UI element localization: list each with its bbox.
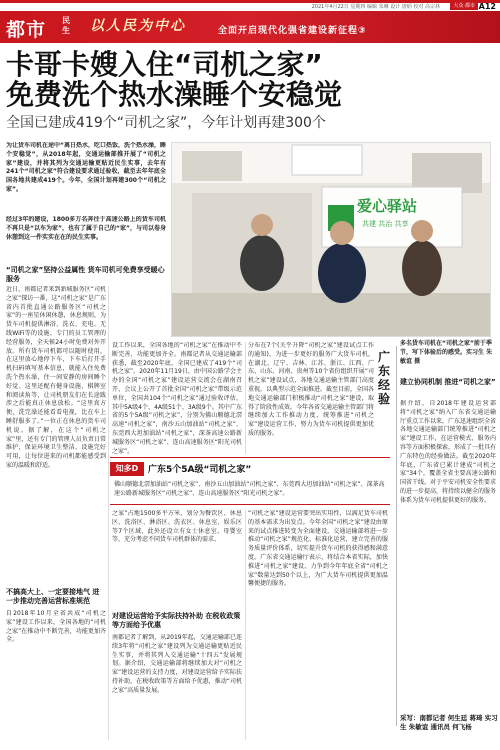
column-4b-text: 南都记者了解到，从2019年起，交通运输部已连续3年将“司机之家”建设列为交通运输更贴近民生实事，并将其列入交通运输“十四五”发展规划。据介绍，交通运输部将继续加大对“司机之家”建设运营的支持力度，对建设运营给予实际扶持补助，在税收政策等方面给予优惠，推动“司机之家”高质量发展。	[112, 634, 242, 694]
article-subtitle: 全国已建成419个“司机之家”，今年计划再建300个	[6, 115, 326, 131]
column-divider-1	[108, 286, 109, 740]
section-1-heading: “司机之家”坚持公益属性 货车司机可免费享受暖心服务	[6, 266, 165, 283]
column-2-text: 设工作以来，全国各地的“司机之家”在推动中不断完善，功能更加齐全。南都记者从交通运输部获悉，截至2020年底，全国已建成了419个“司机之家”。2020年11月19日，由中国公路学会主办的全国“司机之家”建设运营交流会在湖南召开，会议上公开了首批全国“司机之家”带级示范单位，全国共104个“司机之家”通过验收评估，其中5A级4个、4A级51个、3A级9个。其中广东省的5个5A级“司机之家”，分别为佛山顺德北滘高速“司机之家”，南沙五山加油站“司机之家”、东莞西大坦加油站“司机之家”，深茶高速公路新城服务区“司机之家”、连山高速服务区“阳光司机之家”。	[112, 342, 242, 454]
article-photo	[171, 142, 491, 337]
topic-box	[110, 457, 390, 505]
column-5-text: “司机之家”建设运营要突出实用性，以满足货车司机的基本需求为出发点。今年全国“司机之家”建设由原来的试点推进转变为全面建设，交通运输部将进一步推动“司机之家”规范化、标准化运营，建立完善的服务质量评价体系，切实提升货车司机的获得感和满意度。广东省交通运输厅表示，将结合本省实际，加快推进“司机之家”建设，力争到今年年底全省“司机之家”数量达到50个以上，为广大货车司机提供更加温馨便捷的服务。	[248, 510, 388, 588]
photo-caption: 多名货车司机在“司机之家”前于季节，写下体验后的感受。实习生 朱敏谊 摄	[400, 340, 493, 365]
section-name: 都市	[6, 19, 47, 41]
side-heading: 建立协同机制 推进“司机之家”	[400, 378, 496, 386]
banner-title: 以人民为中心	[90, 18, 186, 34]
section-3-heading: 对建设运营给予实际扶持补助 在税收政策等方面给予优惠	[112, 612, 241, 629]
column-divider-2	[245, 342, 246, 454]
header-meta: 2021年4月22日 星期四 编辑 朱琳 设计 唐炳 校对 高宗林	[311, 4, 440, 10]
article-credit: 采写：南都记者 何生廷 蒋琦 实习生 朱敏谊 通讯员 何飞杨	[400, 714, 498, 731]
header-badge: 大众·都市	[450, 3, 478, 10]
section-2-heading: 不搞高大上、一定要接地气 进一步推动完善运营标准规范	[6, 588, 100, 605]
section-banner	[0, 11, 500, 43]
article-title	[6, 50, 342, 110]
page-header	[0, 0, 500, 11]
side-text: 据介绍，自2018年建设运营部将“司机之家”纳入广东省交通运输厅重点工作以来，广东迅速组织全省各地交通运输部门统筹推进“司机之家”建设工作，在运营模式、服务内容等方面积极探索，形成了一批具有广东特色的经验做法。截至2020年年底，广东省已累计建成“司机之家”34个，覆盖全省主要高速公路和国省干线。对于平安司机安全性要求的进一步提高，将持续以健全的服务体系为货车司机提供更好的服务。	[400, 400, 496, 504]
column-1b-text: 自2018年10月全省共成“司机之家”建设工作以来，全国各地的“司机之家”在推动中不断完善，功能更加齐全。	[6, 610, 106, 644]
topic-description: 佛山顺德北滘加油站“司机之家”、南沙五山加油站“司机之家”、东莞西大坦加油站“司机之家”、深茶高速公路新城服务区“司机之家”、连山高速服务区“阳光司机之家”。	[114, 481, 385, 497]
column-1-text: 近日，南都记者来到新城服务区“司机之家”探访一番，这“司机之家”是广东省内首批直通公路服务区“司机之家”的一座星休闲休憩，休息规则，为货车司机提供淋浴、洗衣、充电、无线WiFi等的设施、专门的员工管理的经营服务，全天候24小时免费对外开放。所有货车司机都可以随时使用，在这里放心地停下车，下车后打开手机扫码填写基本信息，就能入住免费洗个热水澡，住一间安静的房间睡个好觉。这里还配有健身设施、棋牌室和阅读角等，让司机朋友们在长途跋涉之后能真正休息放松。“这里真方便，洗完澡还能看看电视，比在车上睡舒服多了。”一位正在休息的货车司机说。据了解，在这个“司机之家”里，还有专门的管理人员负责日常维护，保证环境卫生整洁、设施完好可用，让每位进来的司机都能感受到家的温暖和舒适。	[6, 286, 106, 469]
topic-tag: 知多D	[110, 462, 144, 476]
section-sub: 民生	[62, 16, 70, 35]
photo-sign-sub: 共建 共治 共享	[362, 220, 409, 228]
side-divider	[396, 346, 397, 726]
topic-title: 广东5个5A级“司机之家”	[148, 465, 252, 475]
page-number: A12	[478, 2, 496, 11]
column-3-text: 分布在7个(关乎升降“司机之家”建设试点工作的通知)，为进一步更好的服务广大货车司机，在湖北、辽宁、吉林、江苏、浙江、江西、广东、山东、河南、贵州等10个省份组织开展“司机之家”建设试点，各地交通运输主管部门高度重视，以典型示范全面推进。截至目前，全国各地交通运输部门积极推动“司机之家”建设，取得了阶段性成效。今年各省交通运输主管部门将继续加大工作推动力度，统筹推进“司机之家”建设运营工作，努力为货车司机提供更加优质的服务。	[248, 342, 374, 437]
title-line-2: 免费洗个热水澡睡个安稳觉	[6, 78, 343, 111]
article-lead: 为让货车司机在途中“离日热水，吃口热饭，洗个热水澡，睡个安稳觉”，从2018年起，交通运输部推开展了“司机之家”建设，并将其列为交通运输更贴近民生实事，去年有241个“司机之家”符合建设要求通过验收，截至去年年底全国各地共建成419个。今年，全国计划再建300个“司机之家”。	[6, 142, 166, 193]
photo-sign-text: 爱心驿站	[357, 197, 418, 215]
column-4-text: 之家”占地1500多平方米，划分为餐饮区、休息区、洗浴区、淋浴区、洗衣区、休息室、娱乐区等7个区域，此外还设立有女士休息室、母婴室等，充分考虑不同货车司机群体的需求。	[112, 510, 242, 544]
photo-illustration	[172, 143, 491, 337]
column-divider-3	[245, 510, 246, 740]
title-line-1: 卡哥卡嫂入住“司机之家”	[6, 48, 323, 81]
banner-slogan: 全面开启现代化强省建设新征程③	[218, 26, 367, 36]
article-lead-2: 经过3年的建设，1800多万名奔往于高速公路上的货车司机不再只是“以车为家”，也有了属于自己的“家”，与司以卷身休憩到这一件实实在在的民生实事。	[6, 216, 166, 241]
side-title: 广东经验	[378, 350, 391, 406]
